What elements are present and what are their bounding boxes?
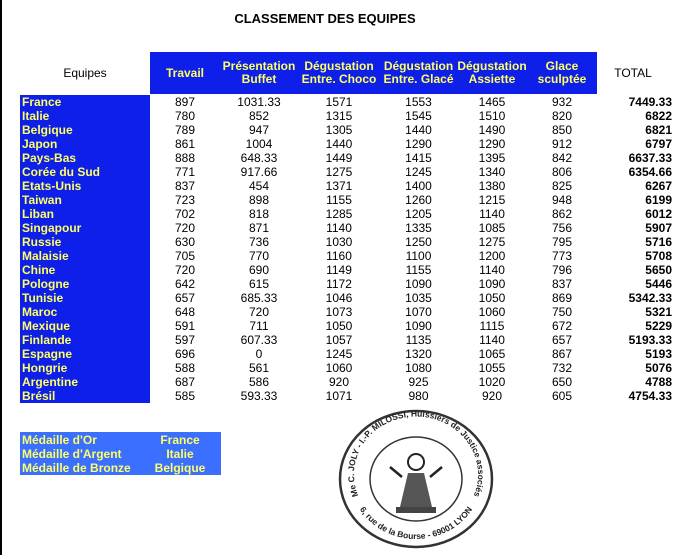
table-row [20, 179, 675, 193]
score-glace-entre: 1545 [405, 109, 432, 123]
score-total: 5193.33 [628, 333, 672, 347]
score-travail: 585 [174, 389, 196, 403]
score-assiette: 1115 [479, 319, 505, 333]
score-assiette: 1020 [478, 375, 506, 389]
score-travail: 642 [174, 277, 196, 291]
header-equipes: Equipes [63, 65, 107, 80]
score-presentation: 736 [248, 235, 270, 249]
table-row [20, 305, 675, 319]
team-name: Belgique [22, 123, 73, 137]
score-choco: 1030 [325, 235, 353, 249]
team-name: Taiwan [22, 193, 62, 207]
score-assiette: 1340 [478, 165, 506, 179]
score-glace-entre: 925 [408, 375, 429, 389]
score-choco: 1285 [325, 207, 353, 221]
score-glace-entre: 1400 [405, 179, 432, 193]
score-glace-entre: 1290 [405, 137, 432, 151]
score-travail: 591 [174, 319, 196, 333]
score-presentation: 0 [255, 347, 263, 361]
table-row [20, 207, 675, 221]
score-choco: 1073 [325, 305, 353, 319]
score-presentation: 818 [248, 207, 270, 221]
score-total: 5716 [645, 235, 672, 249]
score-presentation: 711 [249, 319, 269, 333]
score-choco: 1071 [325, 389, 353, 403]
score-glace-entre: 1035 [405, 291, 432, 305]
page-title: CLASSEMENT DES EQUIPES [234, 11, 416, 26]
medal-gold-label: Médaille d'Or [22, 433, 97, 447]
medal-silver-label: Médaille d'Argent [22, 447, 122, 461]
score-total: 5650 [645, 263, 672, 277]
score-glace-entre: 1320 [405, 347, 432, 361]
score-choco: 920 [328, 375, 350, 389]
medal-silver-team: Italie [166, 447, 194, 461]
score-glace-entre: 1260 [405, 193, 432, 207]
score-sculptee: 948 [551, 193, 573, 207]
score-presentation: 690 [248, 263, 270, 277]
score-sculptee: 756 [551, 221, 573, 235]
header-degustation-assiette: Dégustation Assiette [457, 59, 527, 86]
medal-bronze-label: Médaille de Bronze [22, 461, 131, 475]
table-row [20, 95, 675, 109]
score-travail: 702 [174, 207, 196, 221]
header-degustation-choco: Dégustation Entre. Choco [301, 59, 377, 86]
page-border [0, 0, 2, 555]
table-row [20, 319, 675, 333]
team-name: Argentine [22, 375, 79, 389]
table-row [20, 249, 675, 263]
score-choco: 1172 [326, 277, 352, 291]
table-row [20, 347, 675, 361]
score-total: 6354.66 [628, 165, 672, 179]
score-travail: 588 [174, 361, 196, 375]
table-row [20, 375, 675, 389]
score-total: 6637.33 [628, 151, 672, 165]
team-name: Singapour [22, 221, 82, 235]
score-total: 5193 [645, 347, 672, 361]
score-glace-entre: 1090 [405, 277, 432, 291]
team-name: Mexique [22, 319, 71, 333]
team-name: Pologne [22, 277, 70, 291]
score-glace-entre: 1205 [405, 207, 432, 221]
score-sculptee: 869 [551, 291, 573, 305]
score-presentation: 898 [248, 193, 270, 207]
score-sculptee: 750 [551, 305, 573, 319]
score-total: 5321 [645, 305, 672, 319]
score-assiette: 1055 [478, 361, 506, 375]
team-name: Italie [22, 109, 50, 123]
score-total: 6822 [645, 109, 672, 123]
score-assiette: 1490 [478, 123, 506, 137]
score-glace-entre: 1135 [405, 333, 432, 347]
score-choco: 1449 [325, 151, 353, 165]
score-sculptee: 806 [551, 165, 573, 179]
header-degustation-glace: Dégustation Entre. Glacé [383, 59, 454, 86]
score-choco: 1440 [325, 137, 353, 151]
score-sculptee: 605 [551, 389, 573, 403]
team-name: Etats-Unis [22, 179, 82, 193]
table-row [20, 221, 675, 235]
medal-gold-team: France [160, 433, 200, 447]
score-assiette: 1140 [479, 207, 505, 221]
score-travail: 780 [174, 109, 196, 123]
score-glace-entre: 1090 [405, 319, 432, 333]
table-row [20, 235, 675, 249]
score-sculptee: 867 [551, 347, 573, 361]
medals-box [20, 432, 221, 475]
score-sculptee: 732 [551, 361, 573, 375]
justice-figure-icon [390, 454, 442, 513]
team-name: Maroc [22, 305, 58, 319]
score-total: 5076 [645, 361, 672, 375]
score-travail: 705 [174, 249, 196, 263]
score-presentation: 593.33 [240, 389, 278, 403]
score-total: 5229 [645, 319, 672, 333]
team-name: Chine [22, 263, 56, 277]
score-assiette: 1290 [478, 137, 506, 151]
bailiff-stamp [336, 407, 496, 552]
score-presentation: 607.33 [240, 333, 278, 347]
score-glace-entre: 1250 [405, 235, 432, 249]
score-assiette: 1065 [478, 347, 506, 361]
score-assiette: 1090 [478, 277, 506, 291]
score-sculptee: 650 [551, 375, 573, 389]
score-presentation: 852 [248, 109, 270, 123]
table-row [20, 165, 675, 179]
score-travail: 897 [174, 95, 196, 109]
stamp-name-text: Me C. JOLY - I.-P. MILOSSI, Huissiers de Justice associés [345, 408, 487, 499]
score-travail: 723 [174, 193, 196, 207]
score-assiette: 1395 [478, 151, 506, 165]
medal-bronze-team: Belgique [154, 461, 206, 475]
score-sculptee: 842 [551, 151, 573, 165]
table-row [20, 333, 675, 347]
team-name: Pays-Bas [22, 151, 77, 165]
score-presentation: 720 [248, 305, 270, 319]
score-travail: 720 [174, 221, 196, 235]
score-total: 5342.33 [628, 291, 672, 305]
score-glace-entre: 1100 [405, 249, 432, 263]
score-glace-entre: 1155 [405, 263, 432, 277]
score-glace-entre: 1415 [405, 151, 432, 165]
score-glace-entre: 1553 [405, 95, 432, 109]
score-choco: 1371 [325, 179, 353, 193]
score-assiette: 920 [481, 389, 503, 403]
score-presentation: 454 [248, 179, 270, 193]
team-name: Liban [22, 207, 54, 221]
score-presentation: 871 [248, 221, 270, 235]
score-sculptee: 773 [551, 249, 573, 263]
score-assiette: 1140 [479, 263, 505, 277]
table-row [20, 151, 675, 165]
team-name: Tunisie [22, 291, 64, 305]
score-total: 5446 [645, 277, 672, 291]
score-travail: 789 [174, 123, 196, 137]
score-presentation: 685.33 [240, 291, 278, 305]
team-name: Japon [22, 137, 58, 151]
score-travail: 837 [174, 179, 196, 193]
table-row [20, 193, 675, 207]
score-assiette: 1085 [478, 221, 506, 235]
score-presentation: 648.33 [240, 151, 278, 165]
score-assiette: 1050 [478, 291, 506, 305]
score-travail: 657 [174, 291, 196, 305]
score-sculptee: 795 [551, 235, 573, 249]
team-name: Corée du Sud [22, 165, 101, 179]
score-sculptee: 820 [551, 109, 573, 123]
score-travail: 720 [174, 263, 196, 277]
score-total: 7449.33 [628, 95, 672, 109]
team-name: Malaisie [22, 249, 69, 263]
score-sculptee: 672 [551, 319, 573, 333]
score-sculptee: 657 [551, 333, 573, 347]
table-row [20, 361, 675, 375]
score-travail: 648 [174, 305, 196, 319]
score-glace-entre: 1335 [405, 221, 432, 235]
score-total: 6797 [645, 137, 672, 151]
score-assiette: 1215 [478, 193, 506, 207]
score-travail: 861 [174, 137, 196, 151]
header-glace-sculptee: Glace sculptée [537, 59, 587, 86]
score-travail: 696 [174, 347, 196, 361]
table-row [20, 389, 675, 403]
score-sculptee: 825 [551, 179, 573, 193]
score-choco: 1140 [326, 221, 352, 235]
score-choco: 1245 [325, 347, 353, 361]
score-presentation: 615 [248, 277, 270, 291]
team-name: Brésil [22, 389, 56, 403]
score-choco: 1305 [325, 123, 353, 137]
score-sculptee: 932 [551, 95, 573, 109]
score-sculptee: 912 [551, 137, 573, 151]
score-presentation: 770 [248, 249, 270, 263]
table-row [20, 137, 675, 151]
score-choco: 1155 [326, 193, 352, 207]
team-name: Finlande [22, 333, 72, 347]
score-total: 6199 [645, 193, 672, 207]
table-row [20, 291, 675, 305]
score-sculptee: 862 [551, 207, 573, 221]
score-assiette: 1200 [478, 249, 506, 263]
score-total: 6012 [645, 207, 672, 221]
score-glace-entre: 1245 [405, 165, 432, 179]
table-row [20, 277, 675, 291]
header-total: TOTAL [614, 65, 652, 80]
score-sculptee: 850 [551, 123, 573, 137]
score-travail: 630 [174, 235, 196, 249]
score-total: 5708 [645, 249, 672, 263]
score-assiette: 1140 [479, 333, 505, 347]
score-choco: 1571 [325, 95, 353, 109]
score-total: 4754.33 [628, 389, 672, 403]
team-name: Espagne [22, 347, 73, 361]
score-presentation: 1031.33 [237, 95, 281, 109]
score-assiette: 1510 [478, 109, 506, 123]
score-glace-entre: 1070 [405, 305, 432, 319]
score-presentation: 917.66 [240, 165, 278, 179]
score-assiette: 1275 [478, 235, 506, 249]
team-name: Russie [22, 235, 62, 249]
score-total: 6267 [645, 179, 672, 193]
score-assiette: 1060 [478, 305, 506, 319]
header-travail: Travail [165, 65, 205, 80]
score-travail: 888 [174, 151, 196, 165]
score-travail: 597 [174, 333, 196, 347]
score-travail: 771 [174, 165, 196, 179]
score-presentation: 586 [248, 375, 270, 389]
stamp-address-text: 6, rue de la Bourse - 69001 LYON [357, 504, 475, 542]
score-travail: 687 [174, 375, 196, 389]
team-name: France [22, 95, 62, 109]
score-choco: 1149 [326, 263, 352, 277]
score-assiette: 1465 [478, 95, 506, 109]
score-choco: 1050 [325, 319, 353, 333]
score-choco: 1057 [325, 333, 353, 347]
score-total: 4788 [645, 375, 672, 389]
score-choco: 1275 [325, 165, 353, 179]
score-presentation: 561 [248, 361, 270, 375]
score-presentation: 947 [248, 123, 270, 137]
table-row [20, 263, 675, 277]
score-glace-entre: 980 [408, 389, 429, 403]
score-total: 5907 [645, 221, 672, 235]
table-row [20, 123, 675, 137]
score-choco: 1060 [325, 361, 353, 375]
score-choco: 1046 [325, 291, 353, 305]
header-presentation-buffet: Présentation Buffet [222, 59, 296, 86]
score-sculptee: 796 [551, 263, 573, 277]
table-row [20, 109, 675, 123]
team-name: Hongrie [22, 361, 68, 375]
score-choco: 1160 [326, 249, 352, 263]
score-glace-entre: 1080 [405, 361, 432, 375]
score-choco: 1315 [325, 109, 353, 123]
score-assiette: 1380 [478, 179, 506, 193]
score-total: 6821 [645, 123, 672, 137]
score-sculptee: 837 [551, 277, 573, 291]
score-glace-entre: 1440 [405, 123, 432, 137]
score-presentation: 1004 [245, 137, 273, 151]
